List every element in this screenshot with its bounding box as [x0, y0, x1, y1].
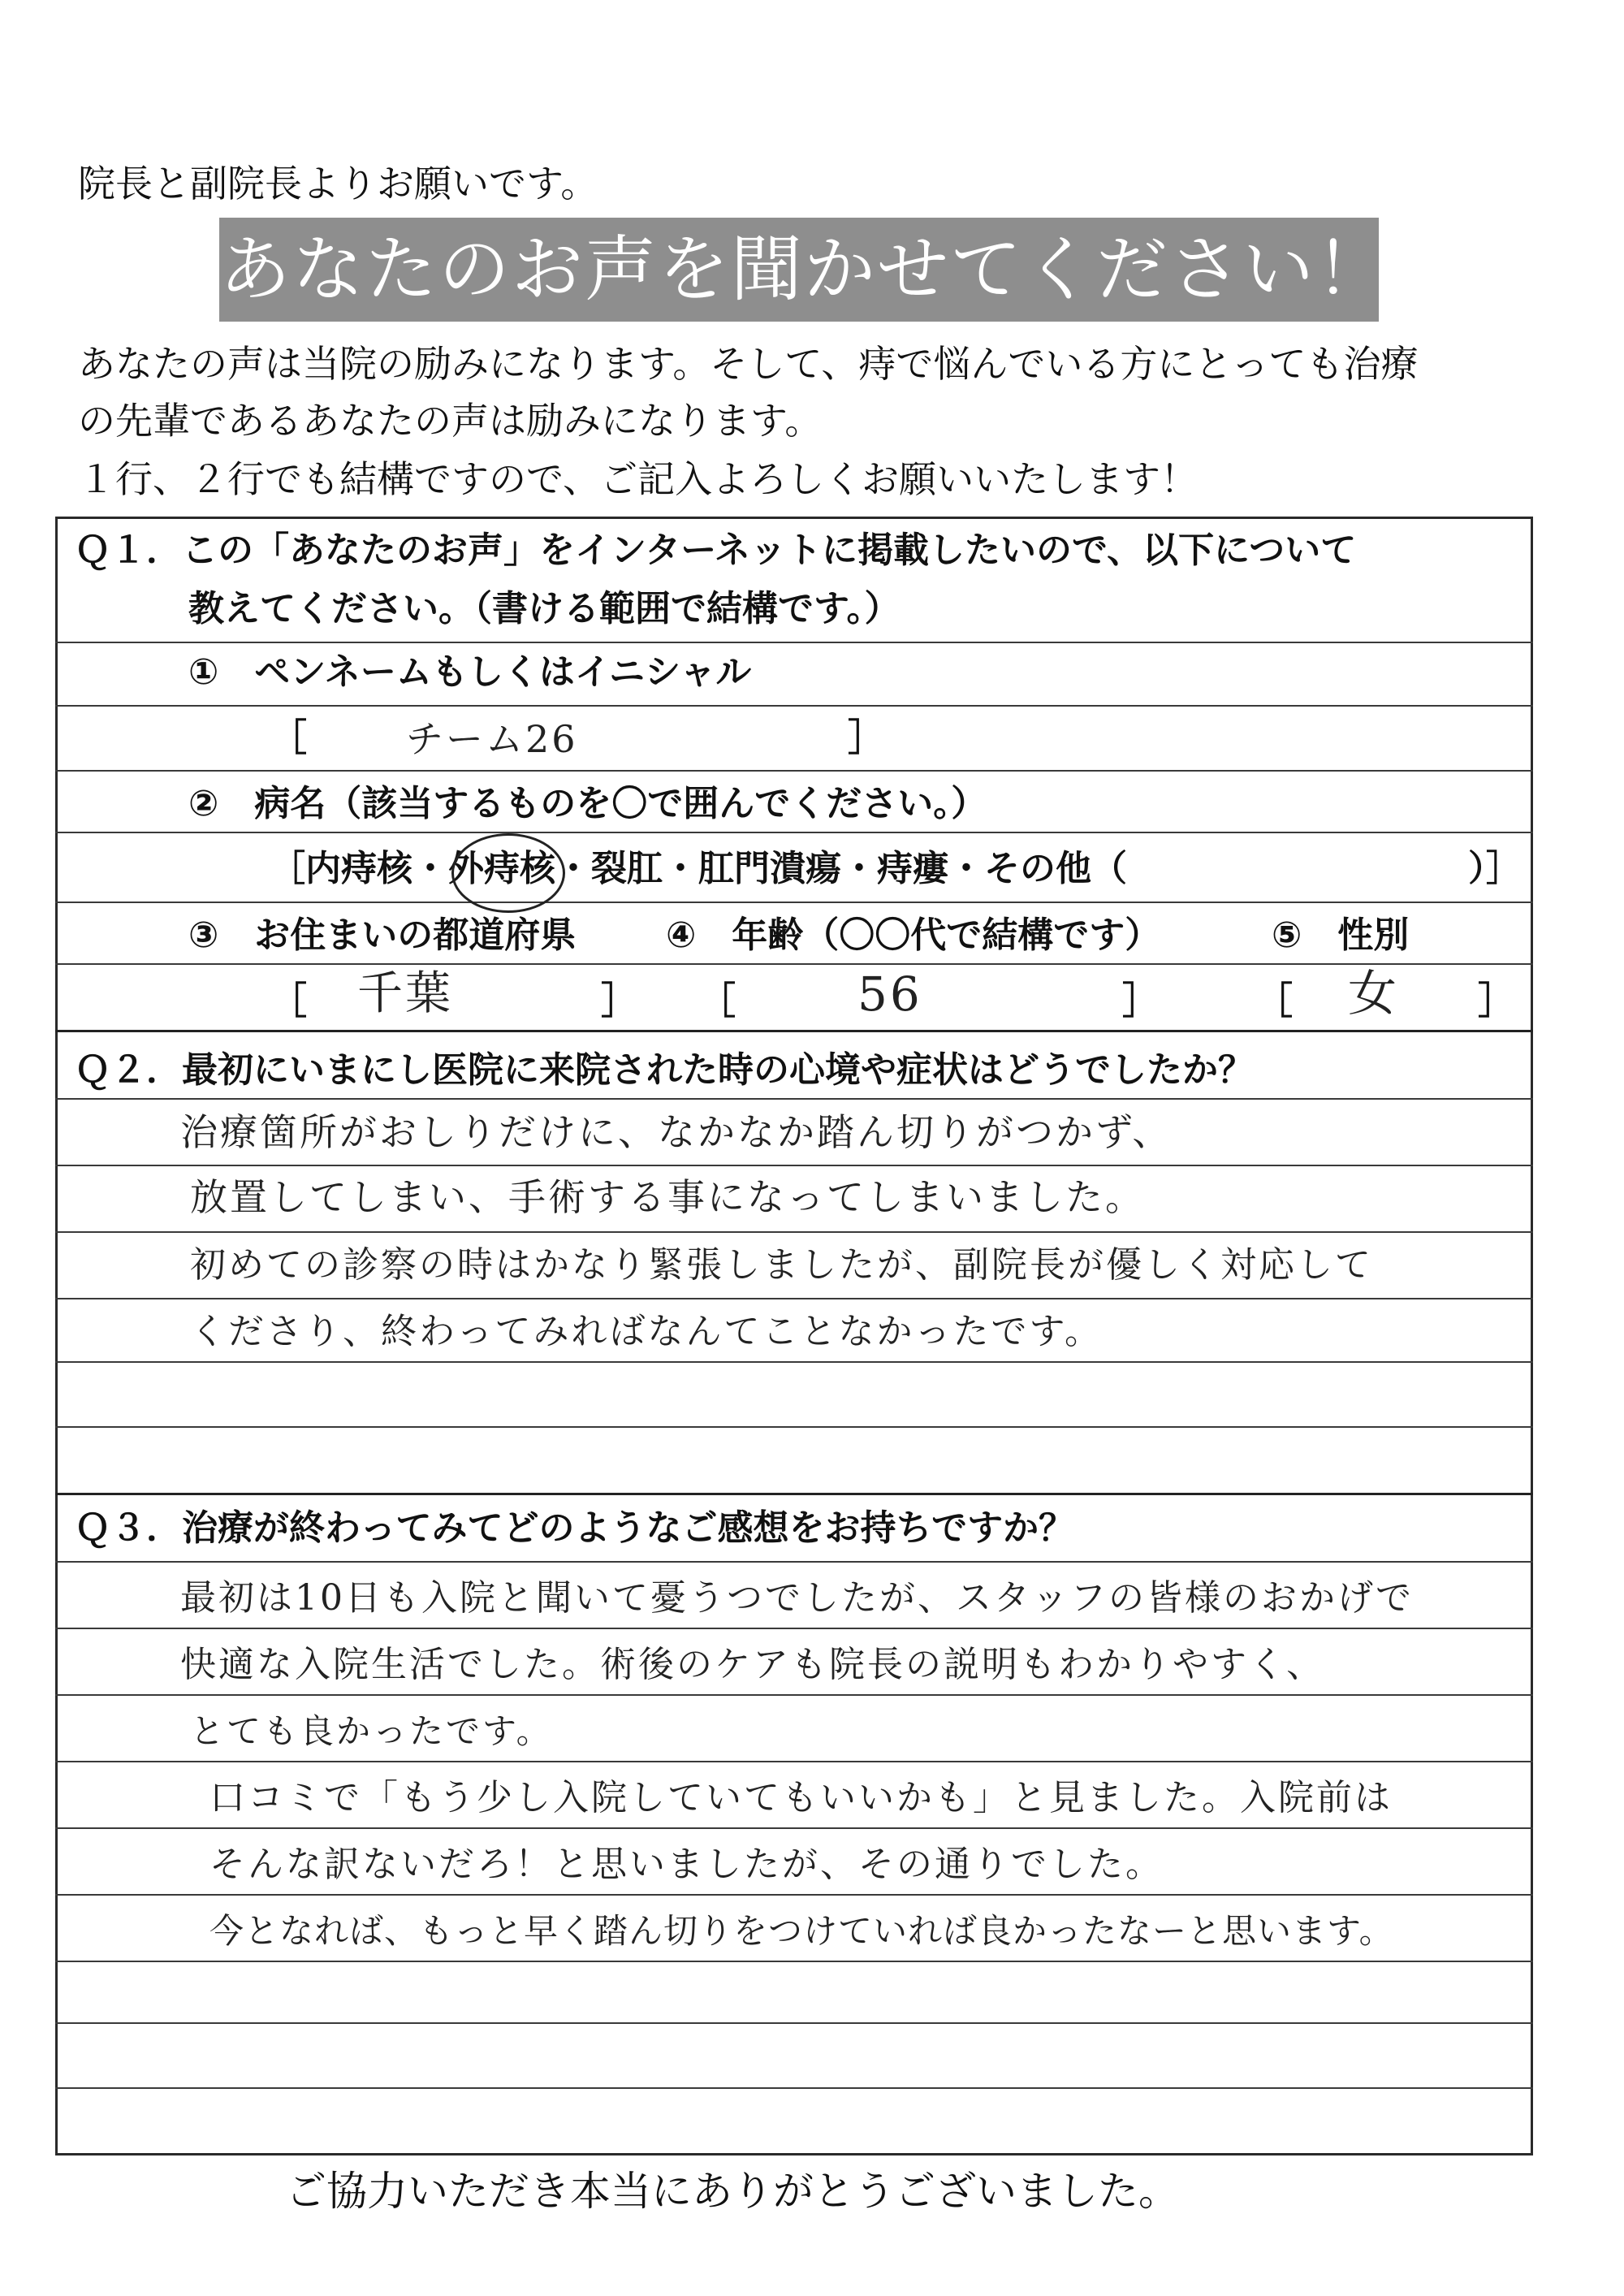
q2-answer-line-1: 治療箇所がおしりだけに、なかなか踏ん切りがつかず、 [180, 1110, 1173, 1154]
divider [55, 902, 1533, 903]
age-label: ④ 年齢（〇〇代で結構です） [666, 915, 1161, 956]
banner-title: あなたのお声を聞かせてください！ [219, 218, 1379, 322]
divider [55, 1098, 1533, 1100]
divider [55, 1628, 1533, 1629]
q3-answer-line-3: とても良かったです。 [190, 1711, 553, 1751]
prefecture-label: ③ お住まいの都道府県 [188, 915, 577, 956]
penname-value: チーム26 [406, 717, 578, 761]
divider [55, 1030, 1533, 1032]
divider [55, 642, 1533, 643]
disease-label: ② 病名（該当するものを〇で囲んでください。） [188, 783, 987, 824]
divider [55, 832, 1533, 833]
q3-answer-line-4: 口コミで「もう少し入院していてもいいかも」と見ました。入院前は [209, 1777, 1393, 1818]
closing-message: ご協力いただき本当にありがとうございました。 [286, 2168, 1179, 2215]
divider [55, 2087, 1533, 2089]
q2-answer-line-3: 初めての診察の時はかなり緊張しましたが、副院長が優しく対応して [190, 1244, 1373, 1286]
intro-line-2: の先輩であるあなたの声は励みになります。 [78, 399, 823, 443]
age-close-bracket: ］ [1122, 979, 1160, 1023]
gender-label: ⑤ 性別 [1272, 915, 1410, 956]
divider [55, 1361, 1533, 1363]
q3-answer-line-6: 今となれば、もっと早く踏ん切りをつけていれば良かったなーと思います。 [209, 1911, 1394, 1951]
q3-title: Ｑ３．治療が終わってみてどのようなご感想をお持ちですか？ [75, 1507, 1075, 1549]
q1-title-line-2: 教えてください。（書ける範囲で結構です。） [188, 588, 901, 629]
divider [55, 1894, 1533, 1896]
age-value: 56 [857, 966, 922, 1022]
prefecture-close-bracket: ］ [601, 979, 638, 1023]
divider [55, 1165, 1533, 1166]
divider [55, 1694, 1533, 1696]
divider [55, 1961, 1533, 1962]
intro-line-3: １行、２行でも結構ですので、ご記入よろしくお願いいたします！ [78, 457, 1199, 501]
age-open-bracket: ［ [698, 979, 736, 1023]
prefecture-value: 千葉 [357, 967, 453, 1020]
divider [55, 770, 1533, 772]
penname-close-bracket: ］ [848, 716, 885, 759]
intro-line-1: あなたの声は当院の励みになります。そして、痔で悩んでいる方にとっても治療 [78, 342, 1419, 386]
disease-options: ［内痔核・外痔核・裂肛・肛門潰瘍・痔瘻・その他（ [270, 848, 1127, 889]
disease-options-close: ）］ [1468, 848, 1522, 889]
gender-close-bracket: ］ [1478, 979, 1515, 1023]
gender-open-bracket: ［ [1255, 979, 1293, 1023]
q2-answer-line-2: 放置してしまい、手術する事になってしまいました。 [190, 1175, 1145, 1219]
gender-value: 女 [1348, 966, 1399, 1023]
divider [55, 2022, 1533, 2024]
selected-disease-circle [451, 833, 565, 913]
divider [55, 705, 1533, 707]
q3-answer-line-5: そんな訳ないだろ！と思いましたが、その通りでした。 [209, 1844, 1164, 1885]
divider [55, 1561, 1533, 1563]
divider [55, 1426, 1533, 1428]
divider [55, 963, 1533, 965]
divider [55, 1761, 1533, 1762]
penname-open-bracket: ［ [270, 716, 307, 759]
q3-answer-line-1: 最初は10日も入院と聞いて憂うつでしたが、スタッフの皆様のおかげで [180, 1577, 1414, 1619]
prefecture-open-bracket: ［ [270, 979, 307, 1023]
greeting-line: 院長と副院長よりお願いです。 [78, 162, 598, 205]
q2-title: Ｑ２．最初にいまにし医院に来院された時の心境や症状はどうでしたか？ [75, 1049, 1254, 1091]
q3-answer-line-2: 快適な入院生活でした。術後のケアも院長の説明もわかりやすく、 [180, 1644, 1325, 1685]
q1-title-line-1: Ｑ１．この「あなたのお声」をインターネットに掲載したいので、以下について [75, 530, 1357, 571]
divider [55, 1231, 1533, 1233]
q2-answer-line-4: くださり、終わってみればなんてことなかったです。 [190, 1311, 1104, 1352]
penname-label: ① ペンネームもしくはイニシャル [188, 651, 752, 693]
divider [55, 1298, 1533, 1299]
divider [55, 1827, 1533, 1829]
divider [55, 1493, 1533, 1495]
